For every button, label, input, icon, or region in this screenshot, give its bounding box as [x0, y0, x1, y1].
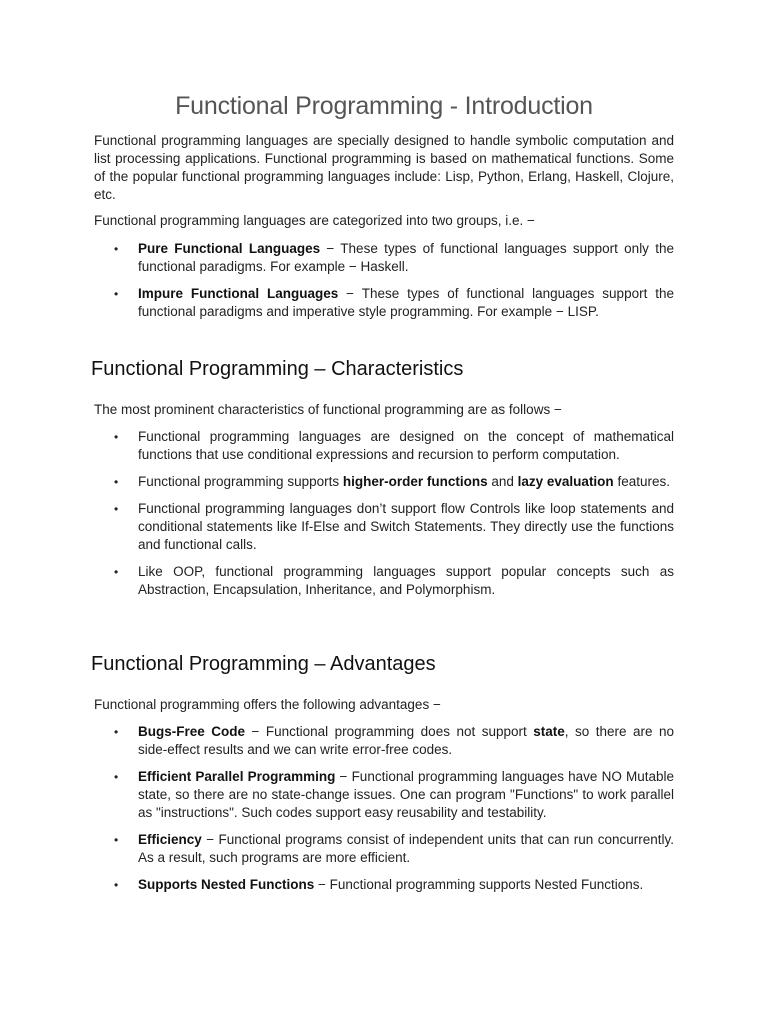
bullet-icon: •: [114, 725, 119, 739]
list-item: [94, 723, 674, 759]
definition: − Functional programming supports Nested Functions.: [314, 877, 644, 892]
list-item: [94, 473, 674, 491]
item-text-post: features.: [613, 474, 670, 489]
advantages-list: [94, 723, 674, 903]
bullet-icon: •: [114, 833, 119, 847]
list-item: [94, 240, 674, 276]
definition: − Functional programs consist of independent units that can run concurrently. As a result, such programs are more efficient.: [138, 832, 674, 865]
list-item: [94, 768, 674, 822]
term: Supports Nested Functions: [138, 877, 315, 892]
term: Efficiency: [138, 832, 202, 847]
list-item: [94, 876, 674, 894]
term: Pure Functional Languages: [138, 241, 321, 256]
term: lazy evaluation: [517, 474, 614, 489]
item-text: Functional programming languages are designed on the concept of mathematical functions that use conditional expressions and recursion to perform computation.: [138, 429, 674, 462]
advantages-lead: Functional programming offers the following advantages −: [94, 697, 441, 712]
bullet-icon: •: [114, 430, 119, 444]
list-item: [94, 831, 674, 867]
item-text-pre: − Functional programming does not support: [245, 724, 534, 739]
section-heading-advantages: Functional Programming – Advantages: [91, 653, 436, 675]
list-item: [94, 428, 674, 464]
characteristics-list: [94, 428, 674, 608]
groups-paragraph: Functional programming languages are categorized into two groups, i.e. −: [94, 213, 535, 228]
term: state: [533, 724, 565, 739]
bullet-icon: •: [114, 475, 119, 489]
item-text-post: , so there are no side-effect results and we can write error-free codes.: [138, 724, 675, 757]
characteristics-lead: The most prominent characteristics of functional programming are as follows −: [94, 402, 562, 417]
list-item: [94, 500, 674, 554]
bullet-icon: •: [114, 242, 119, 256]
bullet-icon: •: [114, 878, 119, 892]
bullet-icon: •: [114, 565, 119, 579]
section-heading-characteristics: Functional Programming – Characteristics: [91, 358, 464, 380]
page-title: Functional Programming - Introduction: [175, 92, 593, 120]
term: Impure Functional Languages: [138, 286, 339, 301]
item-text: Like OOP, functional programming languages support popular concepts such as Abstraction, Encapsulation, Inheritance, and Polymorphism.: [138, 564, 674, 597]
item-text-mid: and: [487, 474, 518, 489]
item-text-pre: Functional programming supports: [138, 474, 343, 489]
bullet-icon: •: [114, 770, 119, 784]
list-item: [94, 563, 674, 599]
definition: − Functional programming languages have NO Mutable state, so there are no state-change issues. One can program "Functions" to work parallel as "instructions". Such codes support easy reusability and testability.: [138, 769, 675, 820]
definition: − These types of functional languages support only the functional paradigms. For example − Haskell.: [138, 241, 674, 274]
language-groups-list: [94, 240, 674, 330]
bullet-icon: •: [114, 502, 119, 516]
term: Bugs-Free Code: [138, 724, 246, 739]
definition: − These types of functional languages support the functional paradigms and imperative style programming. For example − LISP.: [138, 286, 674, 319]
bullet-icon: •: [114, 287, 119, 301]
term: higher-order functions: [342, 474, 488, 489]
item-text: Functional programming languages don’t support flow Controls like loop statements and conditional statements like If-Else and Switch Statements. They directly use the functions and functional calls.: [138, 501, 674, 552]
list-item: [94, 285, 674, 321]
intro-paragraph: Functional programming languages are specially designed to handle symbolic computation and list processing applications. Functional programming is based on mathematical functions. Some of the popular functional programming languages include: Lisp, Python, Erlang, Haskell, Clojure, etc.: [94, 133, 674, 202]
term: Efficient Parallel Programming: [138, 769, 336, 784]
